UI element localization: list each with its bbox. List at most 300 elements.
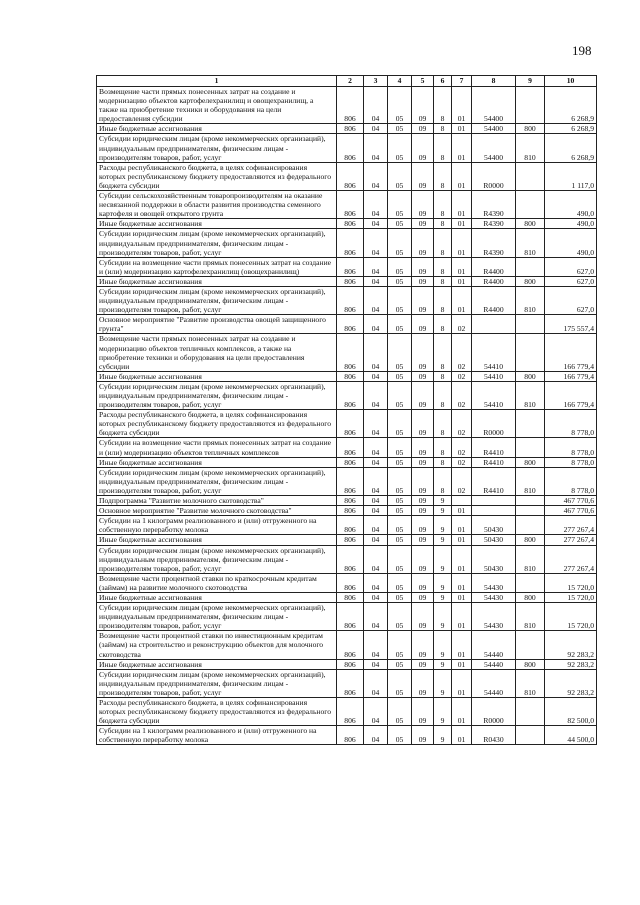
row-amount: 92 283,2 [545,631,597,659]
row-program-code: 09 [412,276,434,286]
row-activity-code: 02 [452,438,472,457]
row-direction-code: R4400 [472,286,516,314]
row-subprogram-code: 8 [434,286,452,314]
row-activity-code: 02 [452,334,472,371]
row-subprogram-code: 9 [434,603,452,631]
row-program-code: 09 [412,371,434,381]
row-direction-code: 54410 [472,334,516,371]
row-description: Субсидии юридическим лицам (кроме некоммерческих организаций), индивидуальным предпринимателям, физическим лицам - производителям товаров, работ, услуг [97,467,337,495]
row-description: Субсидии юридическим лицам (кроме некоммерческих организаций), индивидуальным предпринимателям, физическим лицам - производителям товаров, работ, услуг [97,381,337,409]
row-subsection-code: 05 [388,219,412,229]
row-expense-type-code [516,87,545,124]
table-row [97,467,597,495]
row-section-code: 04 [364,191,388,219]
row-activity-code: 02 [452,371,472,381]
row-direction-code: R4390 [472,219,516,229]
row-activity-code: 01 [452,134,472,162]
row-program-code: 09 [412,315,434,334]
row-direction-code: R4390 [472,191,516,219]
row-subprogram-code: 9 [434,545,452,573]
row-description: Иные бюджетные ассигнования [97,371,337,381]
row-expense-type-code [516,315,545,334]
row-subsection-code: 05 [388,573,412,592]
row-amount: 277 267,4 [545,535,597,545]
row-activity-code: 02 [452,381,472,409]
row-subprogram-code: 9 [434,516,452,535]
row-ministry-code: 806 [337,592,364,602]
row-section-code: 04 [364,573,388,592]
row-expense-type-code [516,162,545,190]
table-row [97,506,597,516]
table-row [97,535,597,545]
row-program-code: 09 [412,496,434,506]
row-section-code: 04 [364,162,388,190]
row-expense-type-code [516,726,545,745]
row-section-code: 04 [364,496,388,506]
row-activity-code: 01 [452,162,472,190]
row-program-code: 09 [412,334,434,371]
row-subsection-code: 05 [388,371,412,381]
row-expense-type-code [516,334,545,371]
row-ministry-code: 806 [337,191,364,219]
row-section-code: 04 [364,467,388,495]
column-header-3: 3 [364,76,388,87]
table-row [97,726,597,745]
row-amount: 8 778,0 [545,410,597,438]
row-amount: 627,0 [545,286,597,314]
row-expense-type-code: 800 [516,659,545,669]
row-expense-type-code [516,257,545,276]
row-ministry-code: 806 [337,438,364,457]
row-direction-code: 54430 [472,573,516,592]
row-direction-code: R0000 [472,698,516,726]
row-expense-type-code: 800 [516,276,545,286]
row-direction-code: R0000 [472,410,516,438]
row-subsection-code: 05 [388,726,412,745]
row-section-code: 04 [364,438,388,457]
row-ministry-code: 806 [337,219,364,229]
table-row [97,134,597,162]
row-activity-code: 02 [452,467,472,495]
row-program-code: 09 [412,229,434,257]
row-expense-type-code: 810 [516,134,545,162]
row-section-code: 04 [364,315,388,334]
row-subsection-code: 05 [388,257,412,276]
row-amount: 15 720,0 [545,592,597,602]
row-expense-type-code: 800 [516,592,545,602]
row-subprogram-code: 9 [434,506,452,516]
row-description: Субсидии на возмещение части прямых понесенных затрат на создание и (или) модернизацию объектов тепличных комплексов [97,438,337,457]
row-activity-code: 02 [452,315,472,334]
row-direction-code: 54400 [472,87,516,124]
row-direction-code: 54400 [472,134,516,162]
row-section-code: 04 [364,659,388,669]
row-subsection-code: 05 [388,191,412,219]
row-program-code: 09 [412,603,434,631]
row-subprogram-code: 9 [434,592,452,602]
row-ministry-code: 806 [337,467,364,495]
row-subsection-code: 05 [388,334,412,371]
row-program-code: 09 [412,506,434,516]
row-program-code: 09 [412,545,434,573]
row-expense-type-code: 800 [516,219,545,229]
column-header-7: 7 [452,76,472,87]
row-program-code: 09 [412,669,434,697]
row-amount: 8 778,0 [545,467,597,495]
row-description: Возмещение части процентной ставки по краткосрочным кредитам (займам) на развитие молочного скотоводства [97,573,337,592]
row-expense-type-code [516,631,545,659]
row-section-code: 04 [364,219,388,229]
row-subsection-code: 05 [388,592,412,602]
row-subsection-code: 05 [388,631,412,659]
column-header-8: 8 [472,76,516,87]
row-section-code: 04 [364,592,388,602]
table-row [97,438,597,457]
row-subsection-code: 05 [388,506,412,516]
row-subsection-code: 05 [388,516,412,535]
row-description: Субсидии юридическим лицам (кроме некоммерческих организаций), индивидуальным предпринимателям, физическим лицам - производителям товаров, работ, услуг [97,545,337,573]
row-program-code: 09 [412,124,434,134]
row-ministry-code: 806 [337,134,364,162]
row-amount: 82 500,0 [545,698,597,726]
row-amount: 8 778,0 [545,457,597,467]
row-description: Субсидии юридическим лицам (кроме некоммерческих организаций), индивидуальным предпринимателям, физическим лицам - производителям товаров, работ, услуг [97,669,337,697]
column-header-4: 4 [388,76,412,87]
row-direction-code: 54440 [472,659,516,669]
row-section-code: 04 [364,124,388,134]
column-header-2: 2 [337,76,364,87]
row-direction-code [472,496,516,506]
row-description: Расходы республиканского бюджета, в целях софинансирования которых республиканскому бюджету предоставляются из федерального бюджета субсидии [97,410,337,438]
row-subprogram-code: 8 [434,134,452,162]
row-ministry-code: 806 [337,257,364,276]
column-header-9: 9 [516,76,545,87]
row-subprogram-code: 8 [434,257,452,276]
row-section-code: 04 [364,87,388,124]
table-row [97,410,597,438]
table-row [97,516,597,535]
row-ministry-code: 806 [337,410,364,438]
row-amount: 6 268,9 [545,124,597,134]
row-expense-type-code: 800 [516,457,545,467]
row-program-code: 09 [412,535,434,545]
row-description: Расходы республиканского бюджета, в целях софинансирования которых республиканскому бюджету предоставляются из федерального бюджета субсидии [97,162,337,190]
row-activity-code: 01 [452,726,472,745]
row-amount: 490,0 [545,191,597,219]
row-subsection-code: 05 [388,134,412,162]
row-amount: 6 268,9 [545,87,597,124]
row-description: Основное мероприятие "Развитие производства овощей защищенного грунта" [97,315,337,334]
row-program-code: 09 [412,726,434,745]
row-program-code: 09 [412,573,434,592]
row-expense-type-code: 810 [516,467,545,495]
row-amount: 277 267,4 [545,516,597,535]
row-activity-code: 01 [452,516,472,535]
row-activity-code: 01 [452,669,472,697]
row-amount: 467 770,6 [545,496,597,506]
budget-table [96,75,597,745]
row-direction-code: 54410 [472,371,516,381]
row-ministry-code: 806 [337,381,364,409]
row-section-code: 04 [364,545,388,573]
row-subprogram-code: 9 [434,631,452,659]
row-subprogram-code: 8 [434,457,452,467]
row-direction-code: 50430 [472,516,516,535]
page-number: 198 [572,43,592,58]
row-ministry-code: 806 [337,124,364,134]
row-subsection-code: 05 [388,410,412,438]
row-subprogram-code: 8 [434,87,452,124]
row-direction-code: 54440 [472,669,516,697]
row-expense-type-code: 810 [516,669,545,697]
table-row [97,334,597,371]
row-expense-type-code [516,410,545,438]
row-section-code: 04 [364,229,388,257]
row-activity-code: 01 [452,87,472,124]
table-row [97,371,597,381]
row-activity-code: 01 [452,276,472,286]
row-expense-type-code [516,698,545,726]
row-subsection-code: 05 [388,467,412,495]
row-subsection-code: 05 [388,87,412,124]
row-subprogram-code: 8 [434,276,452,286]
row-program-code: 09 [412,592,434,602]
row-program-code: 09 [412,162,434,190]
row-section-code: 04 [364,669,388,697]
row-subsection-code: 05 [388,698,412,726]
row-subsection-code: 05 [388,286,412,314]
column-header-10: 10 [545,76,597,87]
table-body [97,87,597,745]
row-section-code: 04 [364,506,388,516]
row-description: Субсидии на 1 килограмм реализованного и (или) отгруженного на собственную переработку молока [97,516,337,535]
row-section-code: 04 [364,535,388,545]
row-subsection-code: 05 [388,669,412,697]
row-description: Возмещение части процентной ставки по инвестиционным кредитам (займам) на строительство и реконструкцию объектов для молочного скотоводства [97,631,337,659]
row-expense-type-code [516,516,545,535]
table-row [97,257,597,276]
row-subprogram-code: 9 [434,496,452,506]
row-amount: 15 720,0 [545,603,597,631]
row-ministry-code: 806 [337,334,364,371]
row-activity-code: 01 [452,506,472,516]
row-direction-code: 54440 [472,631,516,659]
row-activity-code: 02 [452,410,472,438]
row-section-code: 04 [364,410,388,438]
table-row [97,698,597,726]
row-activity-code: 01 [452,631,472,659]
table-row [97,573,597,592]
table-row [97,286,597,314]
row-direction-code: 50430 [472,535,516,545]
row-expense-type-code [516,191,545,219]
row-section-code: 04 [364,286,388,314]
row-description: Иные бюджетные ассигнования [97,457,337,467]
row-ministry-code: 806 [337,535,364,545]
row-program-code: 09 [412,457,434,467]
table-row [97,191,597,219]
row-amount: 1 117,0 [545,162,597,190]
row-program-code: 09 [412,286,434,314]
row-section-code: 04 [364,726,388,745]
row-direction-code: 54410 [472,381,516,409]
row-expense-type-code: 800 [516,371,545,381]
row-amount: 490,0 [545,229,597,257]
row-ministry-code: 806 [337,659,364,669]
row-subsection-code: 05 [388,381,412,409]
row-description: Основное мероприятие "Развитие молочного скотоводства" [97,506,337,516]
row-expense-type-code [516,496,545,506]
table-row [97,162,597,190]
row-subprogram-code: 8 [434,124,452,134]
row-description: Субсидии юридическим лицам (кроме некоммерческих организаций), индивидуальным предпринимателям, физическим лицам - производителям товаров, работ, услуг [97,229,337,257]
row-direction-code: R0430 [472,726,516,745]
row-ministry-code: 806 [337,87,364,124]
row-program-code: 09 [412,87,434,124]
row-section-code: 04 [364,516,388,535]
row-subprogram-code: 9 [434,535,452,545]
row-program-code: 09 [412,134,434,162]
table-row [97,229,597,257]
row-program-code: 09 [412,410,434,438]
row-amount: 15 720,0 [545,573,597,592]
row-amount: 467 770,6 [545,506,597,516]
row-expense-type-code: 810 [516,286,545,314]
row-description: Возмещение части прямых понесенных затрат на создание и модернизацию объектов картофелехранилищ и овощехранилищ, а также на приобретение техники и оборудования на цели предоставления субсидии [97,87,337,124]
table-header-row [97,76,597,87]
table-row [97,603,597,631]
row-activity-code: 01 [452,659,472,669]
table-row [97,276,597,286]
row-subprogram-code: 8 [434,219,452,229]
row-direction-code: R0000 [472,162,516,190]
row-ministry-code: 806 [337,371,364,381]
row-activity-code: 01 [452,257,472,276]
row-subsection-code: 05 [388,535,412,545]
row-amount: 166 779,4 [545,371,597,381]
row-direction-code [472,506,516,516]
row-amount: 92 283,2 [545,669,597,697]
row-subprogram-code: 9 [434,726,452,745]
row-amount: 92 283,2 [545,659,597,669]
row-program-code: 09 [412,219,434,229]
row-ministry-code: 806 [337,496,364,506]
row-program-code: 09 [412,516,434,535]
row-section-code: 04 [364,334,388,371]
row-ministry-code: 806 [337,229,364,257]
row-activity-code: 01 [452,592,472,602]
row-description: Иные бюджетные ассигнования [97,219,337,229]
row-activity-code: 01 [452,219,472,229]
row-ministry-code: 806 [337,545,364,573]
row-activity-code: 01 [452,286,472,314]
row-description: Расходы республиканского бюджета, в целях софинансирования которых республиканскому бюджету предоставляются из федерального бюджета субсидии [97,698,337,726]
row-section-code: 04 [364,257,388,276]
row-section-code: 04 [364,603,388,631]
row-activity-code: 01 [452,124,472,134]
row-subsection-code: 05 [388,162,412,190]
row-subprogram-code: 8 [434,229,452,257]
row-description: Возмещение части прямых понесенных затрат на создание и модернизацию объектов тепличных комплексов, а также на приобретение техники и оборудования на цели предоставления субсидии [97,334,337,371]
row-amount: 175 557,4 [545,315,597,334]
row-subsection-code: 05 [388,229,412,257]
table-row [97,457,597,467]
row-subprogram-code: 9 [434,698,452,726]
row-amount: 277 267,4 [545,545,597,573]
row-description: Субсидии юридическим лицам (кроме некоммерческих организаций), индивидуальным предпринимателям, физическим лицам - производителям товаров, работ, услуг [97,134,337,162]
row-activity-code: 01 [452,698,472,726]
table-row [97,545,597,573]
column-header-6: 6 [434,76,452,87]
row-ministry-code: 806 [337,315,364,334]
row-subprogram-code: 9 [434,669,452,697]
row-amount: 8 778,0 [545,438,597,457]
row-description: Субсидии на возмещение части прямых понесенных затрат на создание и (или) модернизацию картофелехранилищ (овощехранилищ) [97,257,337,276]
row-subsection-code: 05 [388,659,412,669]
table-row [97,315,597,334]
row-direction-code: 50430 [472,545,516,573]
column-header-1: 1 [97,76,337,87]
row-ministry-code: 806 [337,573,364,592]
table-row [97,669,597,697]
table-row [97,381,597,409]
table-row [97,631,597,659]
row-subsection-code: 05 [388,496,412,506]
row-subsection-code: 05 [388,545,412,573]
row-subsection-code: 05 [388,438,412,457]
row-amount: 166 779,4 [545,381,597,409]
row-subsection-code: 05 [388,124,412,134]
row-activity-code: 01 [452,573,472,592]
row-section-code: 04 [364,698,388,726]
row-program-code: 09 [412,467,434,495]
row-subsection-code: 05 [388,457,412,467]
row-amount: 627,0 [545,257,597,276]
row-ministry-code: 806 [337,457,364,467]
row-description: Субсидии юридическим лицам (кроме некоммерческих организаций), индивидуальным предпринимателям, физическим лицам - производителям товаров, работ, услуг [97,603,337,631]
row-description: Иные бюджетные ассигнования [97,535,337,545]
row-subsection-code: 05 [388,603,412,631]
row-expense-type-code: 810 [516,545,545,573]
row-description: Иные бюджетные ассигнования [97,276,337,286]
row-ministry-code: 806 [337,286,364,314]
row-ministry-code: 806 [337,162,364,190]
row-expense-type-code: 800 [516,124,545,134]
row-ministry-code: 806 [337,276,364,286]
row-direction-code: 54430 [472,592,516,602]
row-subsection-code: 05 [388,276,412,286]
row-activity-code: 01 [452,603,472,631]
row-direction-code: R4410 [472,457,516,467]
row-activity-code [452,496,472,506]
row-direction-code [472,315,516,334]
row-subprogram-code: 8 [434,467,452,495]
row-description: Субсидии на 1 килограмм реализованного и (или) отгруженного на собственную переработку молока [97,726,337,745]
row-subprogram-code: 8 [434,438,452,457]
row-subprogram-code: 9 [434,573,452,592]
row-description: Субсидии сельскохозяйственным товаропроизводителям на оказание несвязанной поддержки в области развития производства семенного картофеля и овощей открытого грунта [97,191,337,219]
row-section-code: 04 [364,276,388,286]
table-row [97,87,597,124]
row-ministry-code: 806 [337,631,364,659]
row-amount: 490,0 [545,219,597,229]
row-subprogram-code: 9 [434,659,452,669]
row-direction-code: R4400 [472,257,516,276]
row-ministry-code: 806 [337,669,364,697]
row-ministry-code: 806 [337,506,364,516]
row-amount: 627,0 [545,276,597,286]
row-program-code: 09 [412,659,434,669]
